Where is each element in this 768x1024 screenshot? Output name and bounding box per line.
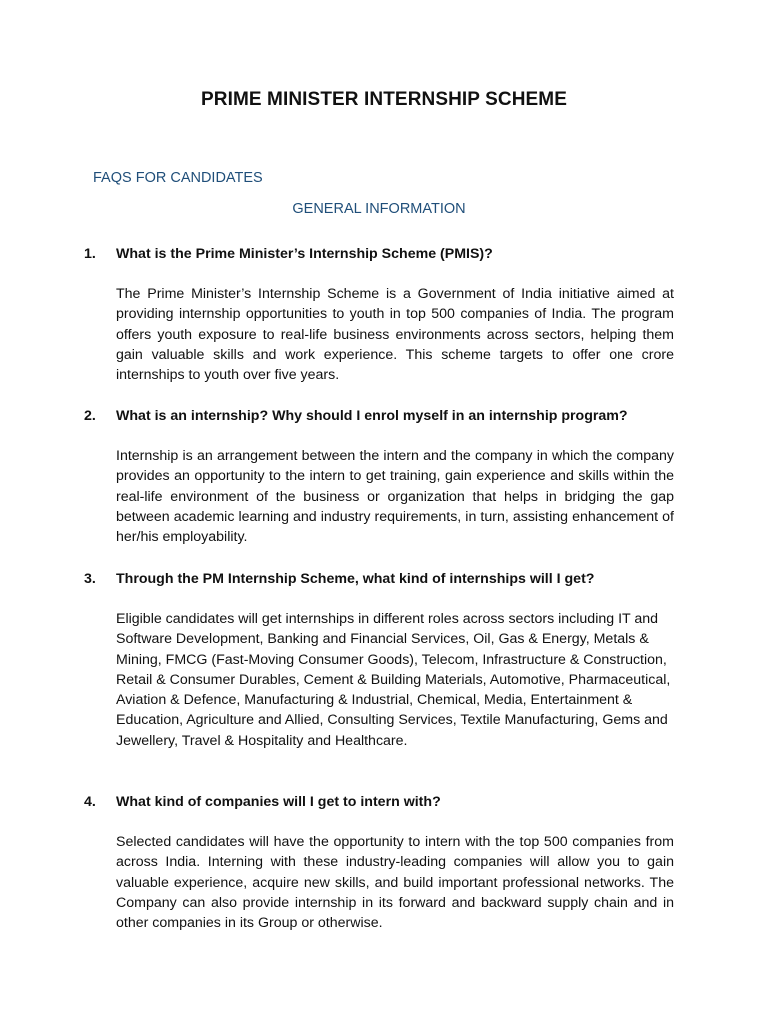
- faq-answer-2: Internship is an arrangement between the intern and the company in which the company provides an opportunity to the intern to get training, gain experience and skills within the real-life environment of the business or organization that helps in bridging the gap between academic learning and industry requirements, in turn, assisting enhancement of her/his employability.: [116, 448, 674, 546]
- faq-question-text-1: What is the Prime Minister’s Internship Scheme (PMIS)?: [116, 246, 493, 262]
- faq-item-1: [84, 244, 674, 385]
- faq-number-3: 3.: [84, 571, 96, 587]
- faq-number-1: 1.: [84, 246, 96, 262]
- faq-question-4: [84, 792, 674, 812]
- faq-item-4: [84, 792, 674, 933]
- document-title: PRIME MINISTER INTERNSHIP SCHEME: [201, 89, 567, 110]
- faq-question-text-2: What is an internship? Why should I enrol myself in an internship program?: [116, 408, 628, 424]
- faq-item-3: [84, 569, 674, 751]
- faq-item-2: [84, 406, 674, 547]
- faq-question-text-3: Through the PM Internship Scheme, what kind of internships will I get?: [116, 571, 595, 587]
- faq-question-3: [84, 569, 674, 589]
- faq-question-2: [84, 406, 674, 426]
- faqs-heading: FAQS FOR CANDIDATES: [93, 170, 263, 186]
- faq-answer-1: The Prime Minister’s Internship Scheme is a Government of India initiative aimed at providing internship opportunities to youth in top 500 companies of India. The program offers youth exposure to real-life business environments across sectors, helping them gain valuable skills and work experience. This scheme targets to offer one crore internships to youth over five years.: [116, 286, 674, 384]
- faq-answer-3: Eligible candidates will get internships in different roles across sectors including IT and Software Development, Banking and Financial Services, Oil, Gas & Energy, Metals & Mining, FMCG (Fast-Moving Consumer Goods), Telecom, Infrastructure & Construction, Retail & Consumer Durables, Cement & Building Materials, Automotive, Pharmaceutical, Aviation & Defence, Manufacturing & Industrial, Chemical, Media, Entertainment & Education, Agriculture and Allied, Consulting Services, Textile Manufacturing, Gems and Jewellery, Travel & Hospitality and Healthcare.: [116, 611, 671, 749]
- section-heading-general-information: GENERAL INFORMATION: [292, 201, 466, 217]
- faq-answer-4: Selected candidates will have the opportunity to intern with the top 500 companies from across India. Interning with these industry-leading companies will allow you to gain valuable experience, acquire new skills, and build important professional networks. The Company can also provide internship in its forward and backward supply chain and in other companies in its Group or otherwise.: [116, 834, 674, 932]
- faq-number-2: 2.: [84, 408, 96, 424]
- faq-question-1: [84, 244, 674, 264]
- faq-question-text-4: What kind of companies will I get to intern with?: [116, 794, 441, 810]
- faq-number-4: 4.: [84, 794, 96, 810]
